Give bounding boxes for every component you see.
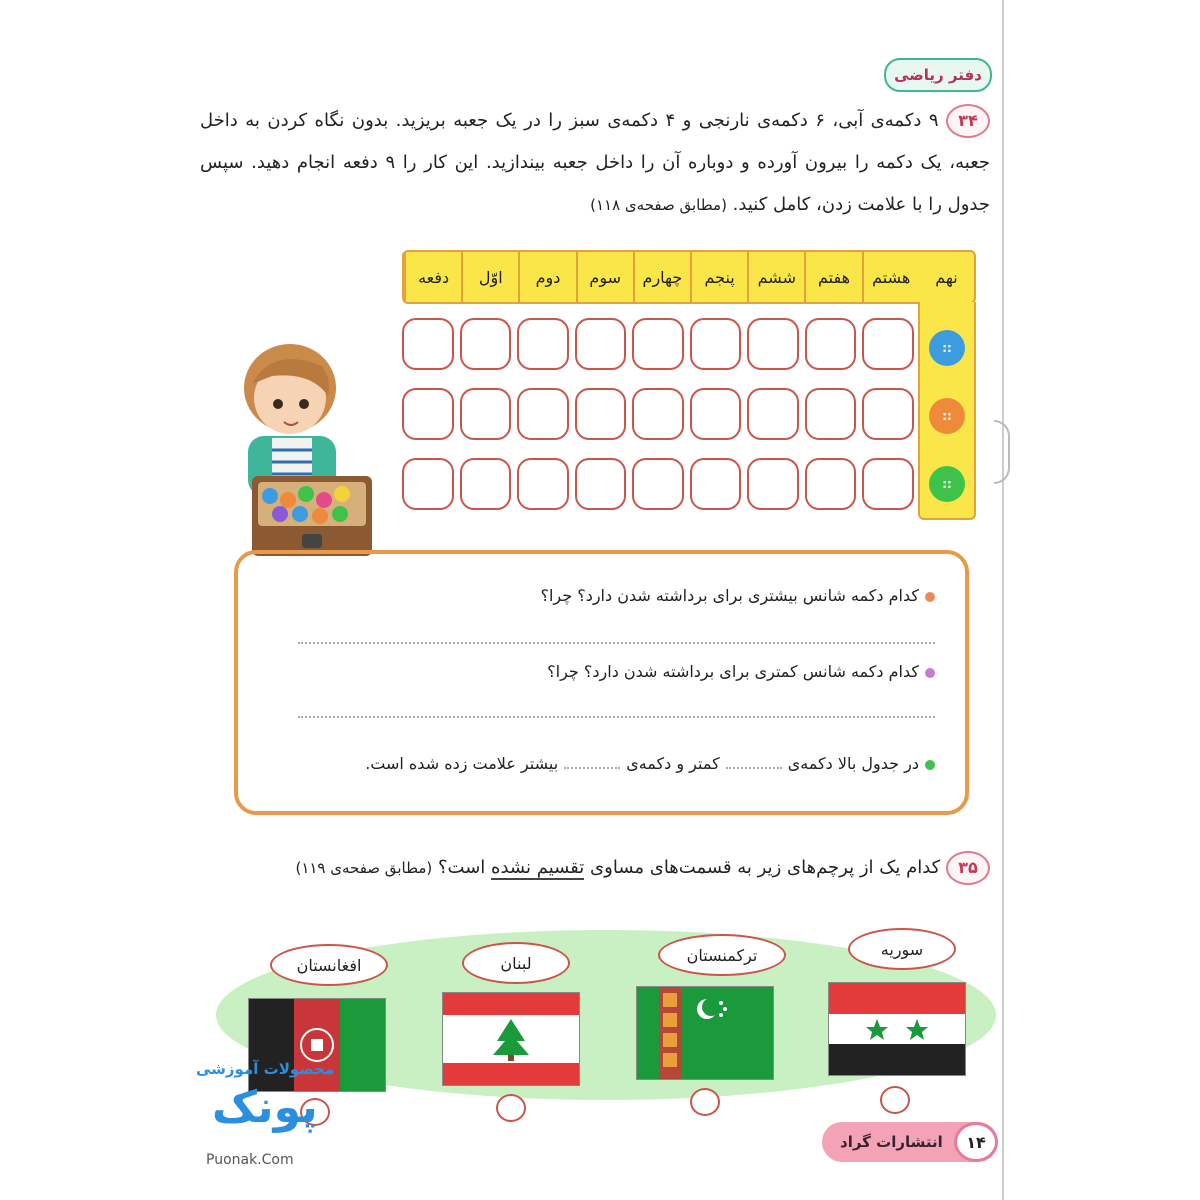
tally-box[interactable]: [747, 318, 799, 370]
tally-box[interactable]: [805, 388, 857, 440]
blue-button-icon: ::: [929, 330, 965, 366]
header-cell: سوم: [576, 252, 633, 302]
header-cell: دوم: [518, 252, 575, 302]
tally-box[interactable]: [460, 318, 512, 370]
answer-line-2[interactable]: [298, 716, 935, 718]
tally-box[interactable]: [690, 318, 742, 370]
header-cell: نهم: [935, 267, 958, 287]
green-button-icon: ::: [929, 466, 965, 502]
header-badge: دفتر ریاضی: [884, 58, 992, 92]
question-text: ۹ دکمه‌ی آبی، ۶ دکمه‌ی نارنجی و ۴ دکمه‌ی سبز را در یک جعبه بریزید. بدون نگاه کردن به داخل جعبه، یک دکمه را بیرون آورده و دوباره آن را داخل جعبه بیندازید. این کار را ۹ دفعه انجام دهید. سپس جدول را با علامت زدن، کامل کنید.: [200, 110, 991, 215]
orange-row: [402, 388, 914, 440]
tally-box[interactable]: [632, 458, 684, 510]
flower-bullet-icon: [925, 592, 935, 602]
flower-bullet-icon: [925, 668, 935, 678]
question-reference: (مطابق صفحه‌ی ۱۱۹): [295, 859, 433, 877]
sentence-part: کمتر و دکمه‌ی: [626, 754, 720, 773]
tally-box[interactable]: [402, 458, 454, 510]
tally-box[interactable]: [632, 318, 684, 370]
label-turkmenistan: ترکمنستان: [658, 934, 786, 976]
page-footer: [822, 1122, 998, 1162]
label-afghanistan: افغانستان: [270, 944, 388, 986]
answer-line-1[interactable]: [298, 642, 935, 644]
answer-question-2: [547, 662, 935, 681]
tally-box[interactable]: [747, 388, 799, 440]
tally-box[interactable]: [747, 458, 799, 510]
tally-box[interactable]: [517, 458, 569, 510]
brand-logo: پونک: [212, 1082, 318, 1133]
header-cell: دفعه: [404, 252, 461, 302]
green-row: [402, 458, 914, 510]
tally-box[interactable]: [862, 458, 914, 510]
lebanon-flag: [442, 992, 580, 1086]
header-cell: ششم: [747, 252, 804, 302]
orange-button-icon: ::: [929, 398, 965, 434]
flower-bullet-icon: [925, 760, 935, 770]
tally-box[interactable]: [402, 318, 454, 370]
page-spine: [1002, 0, 1004, 1200]
tally-box[interactable]: [460, 458, 512, 510]
tally-box[interactable]: [862, 388, 914, 440]
header-cell: چهارم: [633, 252, 690, 302]
tally-box[interactable]: [402, 388, 454, 440]
tally-box[interactable]: [690, 458, 742, 510]
answer-fill-sentence: [365, 754, 935, 773]
tally-box[interactable]: [575, 458, 627, 510]
turkmenistan-flag: [636, 986, 774, 1080]
tally-box[interactable]: [517, 318, 569, 370]
answer-radio-syria[interactable]: [880, 1086, 910, 1114]
question-35: [200, 850, 990, 886]
sentence-part: بیشتر علامت زده شده است.: [365, 754, 559, 773]
question-text: کدام دکمه شانس کمتری برای برداشته شدن دارد؟ چرا؟: [547, 662, 919, 681]
fill-blank[interactable]: [564, 767, 620, 769]
question-34: [200, 100, 990, 226]
page-number: ۱۴: [954, 1122, 998, 1162]
answer-box: [234, 550, 969, 815]
question-number: ۳۴: [946, 104, 990, 138]
tally-box[interactable]: [632, 388, 684, 440]
brand-tagline: محصولات آموزشی: [196, 1060, 335, 1078]
answer-question-1: [540, 586, 935, 605]
question-reference: (مطابق صفحه‌ی ۱۱۸): [590, 196, 727, 214]
label-lebanon: لبنان: [462, 942, 570, 984]
tally-box[interactable]: [805, 458, 857, 510]
question-text: است؟: [438, 857, 486, 878]
tally-box[interactable]: [460, 388, 512, 440]
sentence-part: در جدول بالا دکمه‌ی: [787, 754, 919, 773]
header-cell: هشتم: [862, 252, 919, 302]
header-cell: اوّل: [461, 252, 518, 302]
question-text: کدام یک از پرچم‌های زیر به قسمت‌های مساوی: [590, 857, 941, 878]
brand-watermark: [196, 1060, 346, 1180]
answer-radio-turkmenistan[interactable]: [690, 1088, 720, 1116]
publisher-name: انتشارات گراد: [840, 1133, 943, 1151]
header-cell: پنجم: [690, 252, 747, 302]
blue-row: [402, 318, 914, 370]
spine-curve: [994, 420, 1010, 484]
question-underlined-text: تقسیم نشده: [491, 857, 585, 878]
answer-radio-lebanon[interactable]: [496, 1094, 526, 1122]
fill-blank[interactable]: [726, 767, 782, 769]
tally-box[interactable]: [862, 318, 914, 370]
child-with-button-box-illustration: [232, 336, 374, 576]
tally-box[interactable]: [517, 388, 569, 440]
label-syria: سوریه: [848, 928, 956, 970]
tally-box[interactable]: [575, 388, 627, 440]
syria-flag: [828, 982, 966, 1076]
brand-url: Puonak.Com: [206, 1152, 294, 1168]
header-cell: هفتم: [804, 252, 861, 302]
tally-box[interactable]: [575, 318, 627, 370]
tally-box[interactable]: [805, 318, 857, 370]
tally-box[interactable]: [690, 388, 742, 440]
question-text: کدام دکمه شانس بیشتری برای برداشته شدن دارد؟ چرا؟: [540, 586, 919, 605]
table-header: [402, 250, 976, 304]
question-number: ۳۵: [946, 851, 990, 885]
table-side-column: [918, 302, 976, 520]
